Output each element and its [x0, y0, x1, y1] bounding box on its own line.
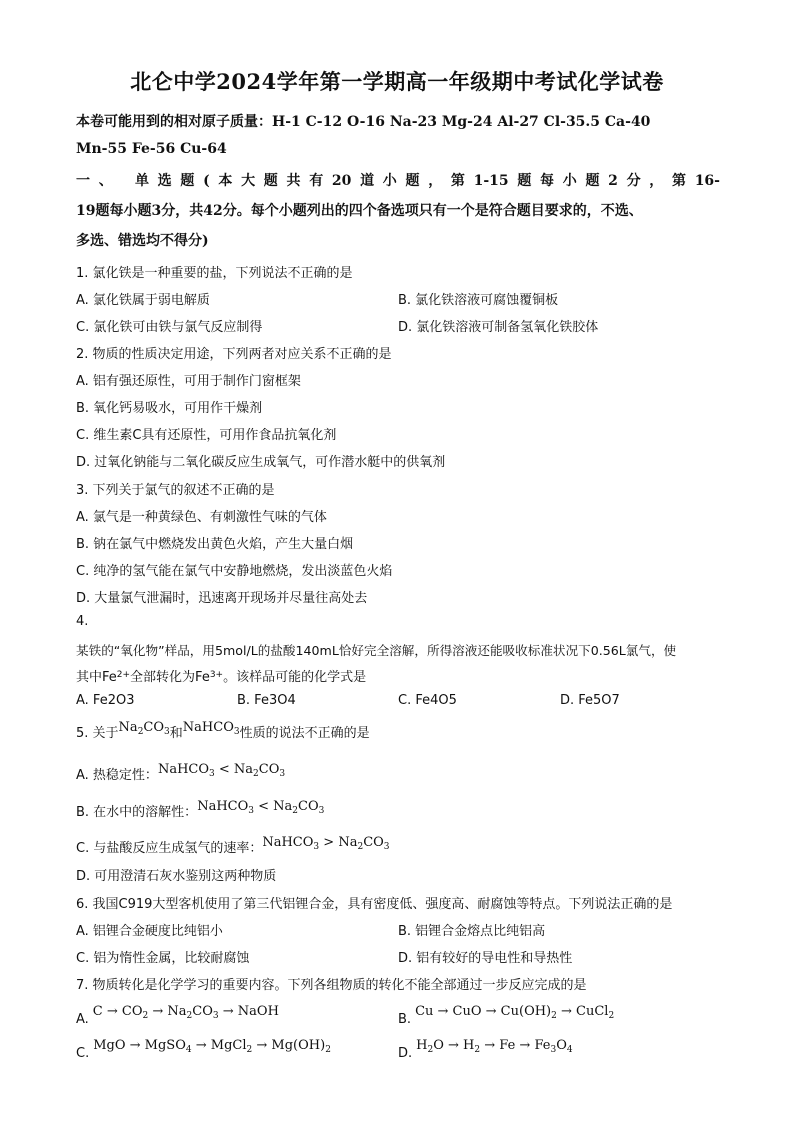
q7-option-b: B.Cu → CuO → $Cu(OH)_2$ → CuCl$_2$: [398, 1004, 615, 1027]
q4-option-b: B. Fe3O4: [237, 693, 296, 708]
q3-option-d: D. 大量氯气泄漏时，迅速离开现场并尽量往高处去: [76, 591, 368, 606]
q2-stem: 2. 物质的性质决定用途，下列两者对应关系不正确的是: [76, 347, 392, 362]
q6-option-b: B. 铝锂合金熔点比纯铝高: [398, 924, 546, 939]
q7-stem: 7. 物质转化是化学学习的重要内容。下列各组物质的转化不能全部通过一步反应完成的是: [76, 978, 587, 993]
q1-option-c: C. 氯化铁可由铁与氯气反应制得: [76, 320, 263, 335]
q7-option-a-formula: $C \to CO_2 \to Na_2CO_3$ → NaOH: [92, 1004, 279, 1021]
q5-option-b-formula: NaHCO$_3$ < $Na_2CO_3$: [197, 799, 325, 816]
q2-option-c: C. 维生素C具有还原性，可用作食品抗氧化剂: [76, 428, 337, 443]
q4-stem-line-2: 其中$Fe^{2+}$全部转化为$Fe^{3+}$。该样品可能的化学式是: [76, 670, 367, 685]
q5-option-a-formula: NaHCO$_3$ < $Na_2CO_3$: [157, 762, 286, 779]
q2-option-d: D. 过氧化钠能与二氧化碳反应生成氧气，可作潜水艇中的供氧剂: [76, 455, 446, 470]
q3-option-c: C. 纯净的氢气能在氯气中安静地燃烧，发出淡蓝色火焰: [76, 564, 393, 579]
q7-option-c: C.MgO → MgSO$_4$ → MgCl$_2$ → $Mg(OH)_2$: [76, 1038, 331, 1061]
page-title: 北仑中学2024学年第一学期高一年级期中考试化学试卷: [130, 69, 664, 94]
q1-option-a: A. 氯化铁属于弱电解质: [76, 293, 210, 308]
q4-stem-line-1: 某铁的“氧化物”样品，用5mol/L的盐酸140mL恰好完全溶解，所得溶液还能吸收标准状况下0.56L氯气，使: [76, 643, 677, 658]
section-heading-line-1: 一、 单选题(本大题共有20道小题，第1-15题每小题2分，第16-: [76, 173, 720, 189]
q6-option-c: C. 铝为惰性金属，比较耐腐蚀: [76, 951, 250, 966]
q5-option-a: A. 热稳定性：NaHCO$_3$ < $Na_2CO_3$: [76, 762, 286, 783]
q5-option-c-formula: NaHCO$_3$ > $Na_2CO_3$: [262, 835, 390, 852]
q1-option-b: B. 氯化铁溶液可腐蚀覆铜板: [398, 293, 559, 308]
q3-stem: 3. 下列关于氯气的叙述不正确的是: [76, 483, 275, 498]
q3-option-a: A. 氯气是一种黄绿色、有刺激性气味的气体: [76, 510, 327, 525]
q5-option-d: D. 可用澄清石灰水鉴别这两种物质: [76, 869, 277, 884]
q7-option-a: $A.C \to CO_2 \to Na_2CO_3$ → NaOH: [76, 1004, 279, 1027]
atomic-masses-line-2: Mn-55 Fe-56 Cu-64: [76, 141, 227, 157]
q3-option-b: B. 钠在氯气中燃烧发出黄色火焰，产生大量白烟: [76, 537, 354, 552]
q2-option-b: B. 氧化钙易吸水，可用作干燥剂: [76, 401, 263, 416]
q7-option-c-formula: MgO → MgSO$_4$ → MgCl$_2$ → $Mg(OH)_2$: [93, 1038, 331, 1055]
q6-option-a: A. 铝锂合金硬度比纯铝小: [76, 924, 223, 939]
q4-option-a: A. Fe2O3: [76, 693, 135, 708]
q6-option-d: D. 铝有较好的导电性和导热性: [398, 951, 573, 966]
formula-nahco3: NaHCO$_3$: [182, 720, 240, 737]
q7-option-b-formula: Cu → CuO → $Cu(OH)_2$ → CuCl$_2$: [415, 1004, 615, 1021]
q4-option-d: D. Fe5O7: [560, 693, 620, 708]
q7-option-d: $D.H_2O \to H_2 \to Fe \to Fe_3O_4$: [398, 1038, 573, 1061]
q5-stem: 5. 关于$Na_2CO_3$和NaHCO$_3$性质的说法不正确的是: [76, 720, 370, 741]
q6-stem: 6. 我国C919大型客机使用了第三代铝锂合金，具有密度低、强度高、耐腐蚀等特点。下列说法正确的是: [76, 897, 673, 912]
q4-number: 4.: [76, 614, 89, 629]
q7-option-d-formula: $H_2O \to H_2 \to Fe \to Fe_3O_4$: [416, 1038, 573, 1055]
formula-na2co3: $Na_2CO_3$: [118, 720, 170, 737]
atomic-masses-line-1: 本卷可能用到的相对原子质量：H-1 C-12 O-16 Na-23 Mg-24 Al-27 Cl-35.5 Ca-40: [76, 114, 651, 130]
section-heading-line-2: 19题每小题3分，共42分。每个小题列出的四个备选项只有一个是符合题目要求的，不选、: [76, 203, 643, 219]
section-heading-line-3: 多选、错选均不得分): [76, 233, 209, 249]
q2-option-a: A. 铝有强还原性，可用于制作门窗框架: [76, 374, 301, 389]
q5-option-c: C. 与盐酸反应生成氢气的速率：NaHCO$_3$ > $Na_2CO_3$: [76, 835, 390, 856]
q1-stem: 1. 氯化铁是一种重要的盐，下列说法不正确的是: [76, 266, 353, 281]
q5-option-b: B. 在水中的溶解性：NaHCO$_3$ < $Na_2CO_3$: [76, 799, 325, 820]
q4-option-c: C. Fe4O5: [398, 693, 457, 708]
q1-option-d: D. 氯化铁溶液可制备氢氧化铁胶体: [398, 320, 599, 335]
